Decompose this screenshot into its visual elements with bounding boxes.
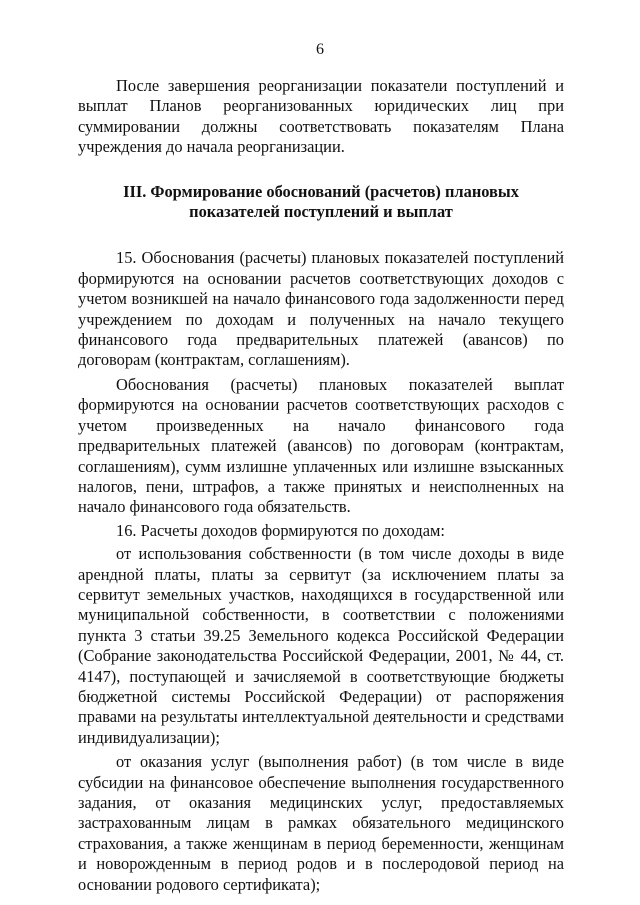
paragraph-property-income: от использования собственности (в том числе доходы в виде арендной платы, платы за сервитут (за исключением платы за сервитут земельных участков, находящихся в государственной или муниципальной собственности, в соответствии с положениями пункта 3 статьи 39.25 Земельного кодекса Российской Федерации (Собрание законодательства Российской Федерации, 2001, № 44, ст. 4147), поступающей и зачисляемой в соответствующие бюджеты бюджетной системы Российской Федерации) от распоряжения правами на результаты интеллектуальной деятельности и средствами индивидуализации); xyxy=(78,544,564,747)
page-number: 6 xyxy=(316,41,324,58)
section-heading: III. Формирование обоснований (расчетов) плановых показателей поступлений и выплат xyxy=(123,181,519,222)
document-body xyxy=(78,76,564,895)
paragraph-16: 16. Расчеты доходов формируются по доходам: xyxy=(116,520,445,540)
paragraph-15: 15. Обоснования (расчеты) плановых показателей поступлений формируются на основании расчетов соответствующих доходов с учетом возникшей на начало финансового года задолженности перед учреждением по доходам и полученных на начало текущего финансового года предварительных платежей (авансов) по договорам (контрактам, соглашениям). xyxy=(78,248,564,370)
intro-paragraph: После завершения реорганизации показатели поступлений и выплат Планов реорганизованных юридических лиц при суммировании должны соответствовать показателям Плана учреждения до начала реорганизации. xyxy=(78,76,564,157)
paragraph-expenses: Обоснования (расчеты) плановых показателей выплат формируются на основании расчетов соответствующих расходов с учетом произведенных на начало финансового года предварительных платежей (авансов) по договорам (контрактам, соглашениям), сумм излишне уплаченных или излишне взысканных налогов, пени, штрафов, а также принятых и неисполненных на начало финансового года обязательств. xyxy=(78,374,564,517)
paragraph-services-income: от оказания услуг (выполнения работ) (в том числе в виде субсидии на финансовое обеспечение выполнения государственного задания, от оказания медицинских услуг, предоставляемых застрахованным лицам в рамках обязательного медицинского страхования, а также женщинам в период беременности, женщинам и новорожденным в период родов и в послеродовой период на основании родового сертификата); xyxy=(78,752,564,894)
